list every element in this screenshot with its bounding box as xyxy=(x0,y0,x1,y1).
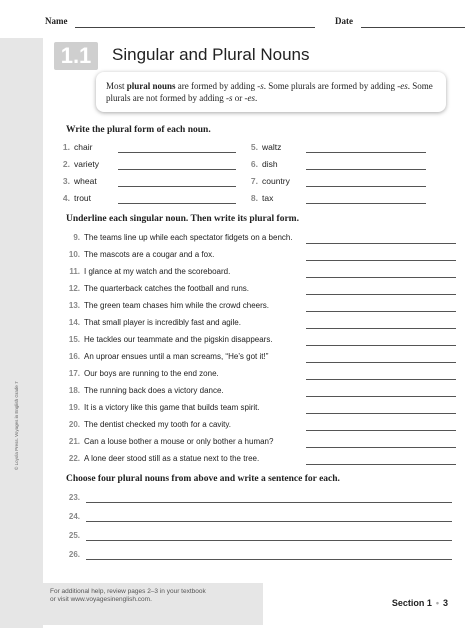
plural-item xyxy=(240,142,440,154)
answer-line[interactable] xyxy=(306,311,456,312)
item-number: 8. xyxy=(250,193,258,203)
item-word: trout xyxy=(74,193,92,203)
plural-item xyxy=(52,176,242,188)
answer-line[interactable] xyxy=(306,430,456,431)
sentence-text: The green team chases him while the crowd cheers. xyxy=(84,301,269,310)
item-number: 14. xyxy=(68,318,80,327)
sentence-text: The mascots are a cougar and a fox. xyxy=(84,250,215,259)
item-number: 24. xyxy=(68,512,80,521)
answer-line[interactable] xyxy=(306,243,456,244)
section2-instruction: Underline each singular noun. Then write its plural form. xyxy=(66,214,299,224)
item-word: country xyxy=(262,176,290,186)
item-number: 4. xyxy=(62,193,70,203)
sentence-item xyxy=(62,250,462,262)
sentence-text: A lone deer stood still as a statue next to the tree. xyxy=(84,454,260,463)
item-number: 5. xyxy=(250,142,258,152)
sentence-text: I glance at my watch and the scoreboard. xyxy=(84,267,231,276)
item-number: 20. xyxy=(68,420,80,429)
item-number: 12. xyxy=(68,284,80,293)
sentence-text: It is a victory like this game that builds team spirit. xyxy=(84,403,260,412)
answer-line[interactable] xyxy=(306,345,456,346)
item-number: 18. xyxy=(68,386,80,395)
item-number: 15. xyxy=(68,335,80,344)
item-number: 26. xyxy=(68,550,80,559)
item-number: 16. xyxy=(68,352,80,361)
write-item xyxy=(62,531,452,543)
sentence-text: Can a louse bother a mouse or only bother a human? xyxy=(84,437,274,446)
sentence-text: The teams line up while each spectator fidgets on a bench. xyxy=(84,233,293,242)
item-number: 23. xyxy=(68,493,80,502)
sentence-item xyxy=(62,437,462,449)
page-number: 3 xyxy=(442,598,448,608)
sentence-item xyxy=(62,386,462,398)
item-word: tax xyxy=(262,193,274,203)
rule-text: . Some plurals are not formed by adding xyxy=(106,81,433,103)
item-word: wheat xyxy=(74,176,97,186)
rule-text: Most xyxy=(106,81,127,91)
sentence-item xyxy=(62,454,462,466)
writing-line[interactable] xyxy=(86,502,452,503)
rule-term: plural nouns xyxy=(126,81,176,91)
footer-help-text xyxy=(50,588,206,604)
sentence-item xyxy=(62,318,462,330)
answer-line[interactable] xyxy=(118,186,236,187)
item-number: 13. xyxy=(68,301,80,310)
item-number: 9. xyxy=(73,233,80,242)
help-line: For additional help, review pages 2–3 in your textbook xyxy=(50,588,206,595)
bullet-icon: • xyxy=(435,598,439,608)
help-link[interactable]: or visit www.voyagesinenglish.com. xyxy=(50,596,152,603)
sentence-item xyxy=(62,352,462,364)
answer-line[interactable] xyxy=(306,169,426,170)
write-item xyxy=(62,550,452,562)
section1-instruction: Write the plural form of each noun. xyxy=(66,125,211,135)
item-number: 10. xyxy=(68,250,80,259)
sentence-item xyxy=(62,284,462,296)
answer-line[interactable] xyxy=(306,362,456,363)
write-item xyxy=(62,493,452,505)
answer-line[interactable] xyxy=(306,152,426,153)
rule-suffix: -es xyxy=(397,81,408,91)
answer-line[interactable] xyxy=(306,294,456,295)
item-number: 3. xyxy=(62,176,70,186)
item-number: 7. xyxy=(250,176,258,186)
rule-suffix: -s xyxy=(257,81,264,91)
item-word: chair xyxy=(74,142,93,152)
answer-line[interactable] xyxy=(306,464,456,465)
sentence-item xyxy=(62,335,462,347)
sentence-item xyxy=(62,267,462,279)
rule-text: are formed by adding xyxy=(175,81,258,91)
item-number: 25. xyxy=(68,531,80,540)
item-number: 1. xyxy=(62,142,70,152)
answer-line[interactable] xyxy=(306,328,456,329)
date-line[interactable] xyxy=(361,27,465,28)
sentence-text: That small player is incredibly fast and agile. xyxy=(84,318,241,327)
rule-suffix: -s xyxy=(225,93,233,103)
item-number: 19. xyxy=(68,403,80,412)
sentence-item xyxy=(62,403,462,415)
sentence-item xyxy=(62,301,462,313)
sentence-item xyxy=(62,369,462,381)
answer-line[interactable] xyxy=(306,186,426,187)
answer-line[interactable] xyxy=(306,379,456,380)
plural-item xyxy=(52,193,242,205)
plural-item xyxy=(52,159,242,171)
page-footer xyxy=(392,598,448,608)
plural-item xyxy=(240,159,440,171)
writing-line[interactable] xyxy=(86,540,452,541)
item-number: 6. xyxy=(250,159,258,169)
left-margin-strip xyxy=(0,38,43,628)
item-word: waltz xyxy=(262,142,282,152)
answer-line[interactable] xyxy=(306,203,426,204)
answer-line[interactable] xyxy=(306,277,456,278)
item-number: 21. xyxy=(68,437,80,446)
plural-item xyxy=(52,142,242,154)
writing-line[interactable] xyxy=(86,559,452,560)
lesson-title: Singular and Plural Nouns xyxy=(112,45,310,64)
item-number: 11. xyxy=(69,267,80,276)
answer-line[interactable] xyxy=(118,169,236,170)
write-item xyxy=(62,512,452,524)
sentence-item xyxy=(62,420,462,432)
copyright-note: © Loyola Press. Voyages in English Grade 7 xyxy=(14,381,19,470)
item-number: 17. xyxy=(68,369,80,378)
answer-line[interactable] xyxy=(118,152,236,153)
item-word: variety xyxy=(74,159,100,169)
sentence-text: He tackles our teammate and the pigskin disappears. xyxy=(84,335,273,344)
sentence-text: Our boys are running to the end zone. xyxy=(84,369,219,378)
sentence-text: The dentist checked my tooth for a cavity. xyxy=(84,420,232,429)
rule-suffix: -es xyxy=(244,93,255,103)
sentence-text: The running back does a victory dance. xyxy=(84,386,224,395)
sentence-text: An uproar ensues until a man screams, “He’s got it!” xyxy=(84,352,269,361)
section-label: Section 1 xyxy=(391,598,432,608)
sentence-item xyxy=(62,233,462,245)
section3-instruction: Choose four plural nouns from above and write a sentence for each. xyxy=(66,474,340,484)
answer-line[interactable] xyxy=(306,396,456,397)
writing-line[interactable] xyxy=(86,521,452,522)
item-number: 2. xyxy=(62,159,70,169)
name-date-header xyxy=(45,16,465,30)
answer-line[interactable] xyxy=(118,203,236,204)
answer-line[interactable] xyxy=(306,447,456,448)
lesson-number: 1.1 xyxy=(54,42,98,70)
rule-box xyxy=(96,72,446,112)
rule-text: . Some plurals are formed by adding xyxy=(263,81,398,91)
rule-text: or xyxy=(232,93,245,103)
plural-item xyxy=(240,176,440,188)
answer-line[interactable] xyxy=(306,413,456,414)
name-line[interactable] xyxy=(75,27,315,28)
item-word: dish xyxy=(262,159,278,169)
item-number: 22. xyxy=(68,454,80,463)
plural-item xyxy=(240,193,440,205)
sentence-text: The quarterback catches the football and runs. xyxy=(84,284,249,293)
name-label: Name xyxy=(45,16,68,26)
date-label: Date xyxy=(335,16,353,26)
answer-line[interactable] xyxy=(306,260,456,261)
rule-text: . xyxy=(254,93,258,103)
